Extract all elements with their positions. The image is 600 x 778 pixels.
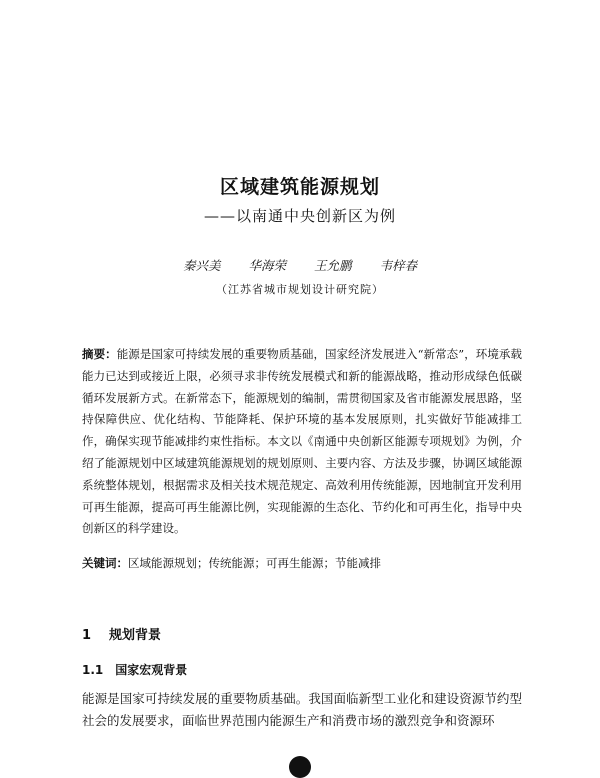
paper-subtitle: ——以南通中央创新区为例 bbox=[203, 207, 396, 225]
author-list bbox=[0, 256, 600, 274]
author-name: 秦兴美 bbox=[182, 258, 221, 273]
keywords-text: 区域能源规划；传统能源；可再生能源；节能减排 bbox=[128, 556, 381, 570]
author-name: 韦梓春 bbox=[379, 258, 417, 273]
subsection-title: 国家宏观背景 bbox=[115, 663, 188, 677]
author-name: 华海荣 bbox=[248, 258, 286, 273]
section-number: 1 bbox=[82, 628, 92, 643]
author-name: 王允鹏 bbox=[313, 258, 352, 273]
subsection-heading bbox=[82, 661, 187, 678]
section-title: 规划背景 bbox=[109, 628, 162, 643]
subsection-number: 1.1 bbox=[82, 663, 104, 677]
body-paragraph: 能源是国家可持续发展的重要物质基础。我国面临新型工业化和建设资源节约型社会的发展要求，面临世界范围内能源生产和消费市场的激烈竞争和资源环 bbox=[82, 691, 522, 728]
paper-title: 区域建筑能源规划 bbox=[219, 176, 380, 198]
section-heading bbox=[82, 624, 161, 643]
abstract bbox=[82, 344, 522, 540]
author-affiliation: （江苏省城市规划设计研究院） bbox=[216, 283, 384, 296]
abstract-label: 摘要： bbox=[82, 347, 117, 361]
keywords-label: 关键词： bbox=[82, 556, 128, 570]
page-marker bbox=[289, 756, 311, 778]
abstract-text: 能源是国家可持续发展的重要物质基础，国家经济发展进入“新常态”，环境承载能力已达到或接近上限，必须寻求非传统发展模式和新的能源战略，推动形成绿色低碳循环发展新方式。在新常态下，能源规划的编制，需贯彻国家及省市能源发展思路，坚持保障供应、优化结构、节能降耗、保护环境的基本发展原则，扎实做好节能减排工作，确保实现节能减排约束性指标。本文以《南通中央创新区能源专项规划》为例，介绍了能源规划中区域建筑能源规划的规划原则、主要内容、方法及步骤，协调区域能源系统整体规划，根据需求及相关技术规范规定、高效利用传统能源，因地制宜开发利用可再生能源，提高可再生能源比例，实现能源的生态化、节约化和可再生化，指导中央创新区的科学建设。 bbox=[82, 347, 522, 536]
keywords bbox=[82, 553, 522, 573]
